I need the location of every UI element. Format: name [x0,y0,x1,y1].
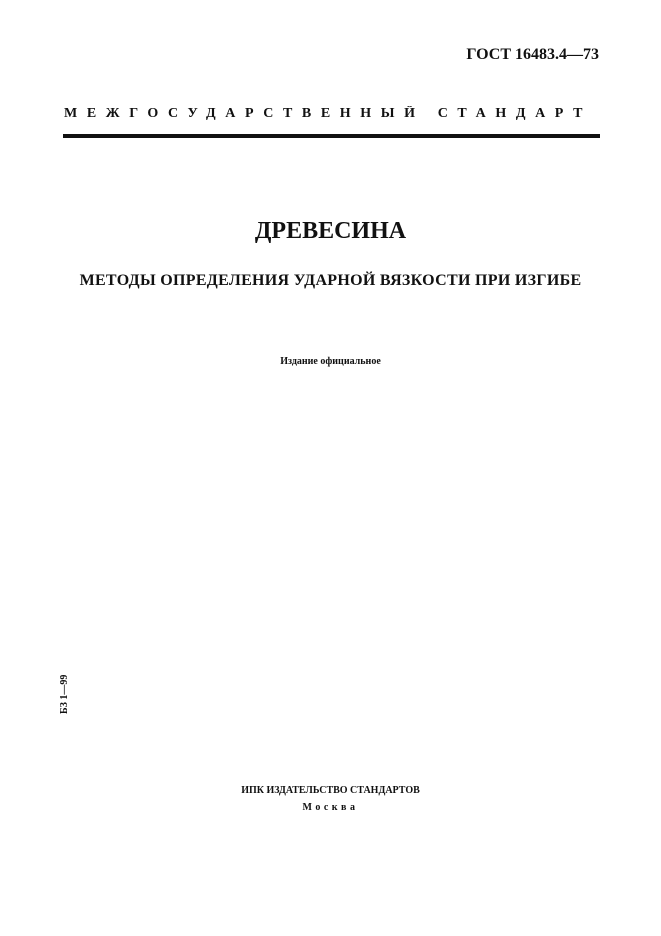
document-title: ДРЕВЕСИНА [254,218,407,244]
edition-note: Издание официальное [280,356,381,367]
side-code-label: БЗ 1—99 [59,674,70,714]
publisher-name: ИПК ИЗДАТЕЛЬСТВО СТАНДАРТОВ [241,785,420,796]
header-divider [63,134,600,138]
standard-type-heading: МЕЖГОСУДАРСТВЕННЫЙ СТАНДАРТ [64,106,593,121]
document-code: ГОСТ 16483.4—73 [466,46,599,63]
publisher-city: Москва [302,802,359,813]
document-subtitle: МЕТОДЫ ОПРЕДЕЛЕНИЯ УДАРНОЙ ВЯЗКОСТИ ПРИ ИЗГИБЕ [79,272,582,289]
